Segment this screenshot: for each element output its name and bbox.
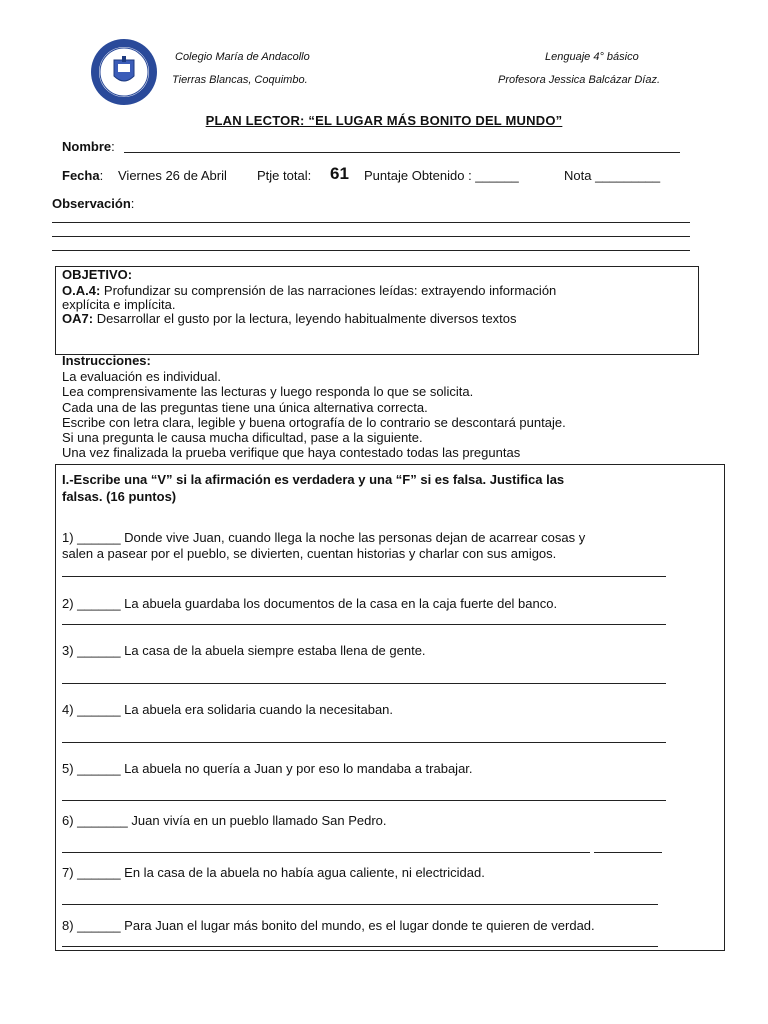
school-location: Tierras Blancas, Coquimbo.: [172, 74, 308, 86]
observacion-line[interactable]: [52, 250, 690, 251]
answer-line[interactable]: [62, 800, 666, 801]
section-1-heading: I.-Escribe una “V” si la afirmación es verdadera y una “F” si es falsa. Justifica las: [62, 472, 565, 487]
question-6: 6) _______ Juan vivía en un pueblo llamado San Pedro.: [62, 813, 387, 828]
question-2: 2) ______ La abuela guardaba los documentos de la casa en la caja fuerte del banco.: [62, 596, 558, 611]
observacion-line[interactable]: [52, 236, 690, 237]
instruction-line: Escribe con letra clara, legible y buena ortografía de lo contrario se descontará puntaje.: [62, 415, 566, 430]
answer-line[interactable]: [62, 576, 666, 577]
subject: Lenguaje 4° básico: [545, 51, 639, 63]
question-3: 3) ______ La casa de la abuela siempre estaba llena de gente.: [62, 643, 426, 658]
objective-box: [55, 266, 699, 355]
fecha-label: Fecha:: [62, 168, 104, 183]
answer-line[interactable]: [62, 624, 666, 625]
page-title: PLAN LECTOR: “EL LUGAR MÁS BONITO DEL MUNDO”: [205, 113, 563, 128]
ptje-label: Ptje total:: [257, 168, 312, 183]
question-1-cont: salen a pasear por el pueblo, se divierten, cuentan historias y charlar con sus amigos.: [62, 546, 557, 561]
question-5: 5) ______ La abuela no quería a Juan y por eso lo mandaba a trabajar.: [62, 761, 473, 776]
ptje-value: 61: [330, 164, 349, 183]
answer-line[interactable]: [62, 852, 590, 853]
observacion-label: Observación:: [52, 196, 135, 211]
answer-line[interactable]: [62, 742, 666, 743]
objective-oa4: O.A.4: Profundizar su comprensión de las narraciones leídas: extrayendo información: [62, 283, 557, 298]
nombre-label: Nombre:: [62, 139, 115, 154]
question-7: 7) ______ En la casa de la abuela no había agua caliente, ni electricidad.: [62, 865, 485, 880]
objective-oa4-cont: explícita e implícita.: [62, 297, 176, 312]
section-1-heading-cont: falsas. (16 puntos): [62, 489, 177, 504]
question-1: 1) ______ Donde vive Juan, cuando llega la noche las personas dejan de acarrear cosas y: [62, 530, 586, 545]
answer-line[interactable]: [62, 683, 666, 684]
school-logo: [90, 38, 158, 106]
fecha-value: Viernes 26 de Abril: [118, 168, 227, 183]
instruction-line: Si una pregunta le causa mucha dificultad, pase a la siguiente.: [62, 430, 423, 445]
teacher-name: Profesora Jessica Balcázar Díaz.: [498, 74, 661, 86]
question-8: 8) ______ Para Juan el lugar más bonito del mundo, es el lugar donde te quieren de verdad.: [62, 918, 595, 933]
instruction-line: Cada una de las preguntas tiene una única alternativa correcta.: [62, 400, 428, 415]
answer-line[interactable]: [594, 852, 662, 853]
answer-line[interactable]: [62, 946, 658, 947]
instructions-heading: Instrucciones:: [62, 353, 151, 368]
answer-line[interactable]: [62, 904, 658, 905]
nota-field[interactable]: Nota _________: [564, 168, 661, 183]
objective-heading: OBJETIVO:: [62, 267, 133, 282]
nombre-field[interactable]: [124, 152, 680, 153]
instruction-line: Lea comprensivamente las lecturas y luego responda lo que se solicita.: [62, 384, 474, 399]
instruction-line: La evaluación es individual.: [62, 369, 221, 384]
question-4: 4) ______ La abuela era solidaria cuando la necesitaban.: [62, 702, 394, 717]
objective-oa7: OA7: Desarrollar el gusto por la lectura, leyendo habitualmente diversos textos: [62, 311, 517, 326]
puntaje-obtenido[interactable]: Puntaje Obtenido : ______: [364, 168, 519, 183]
school-name: Colegio María de Andacollo: [175, 51, 310, 63]
instruction-line: Una vez finalizada la prueba verifique que haya contestado todas las preguntas: [62, 445, 521, 460]
observacion-line[interactable]: [52, 222, 690, 223]
